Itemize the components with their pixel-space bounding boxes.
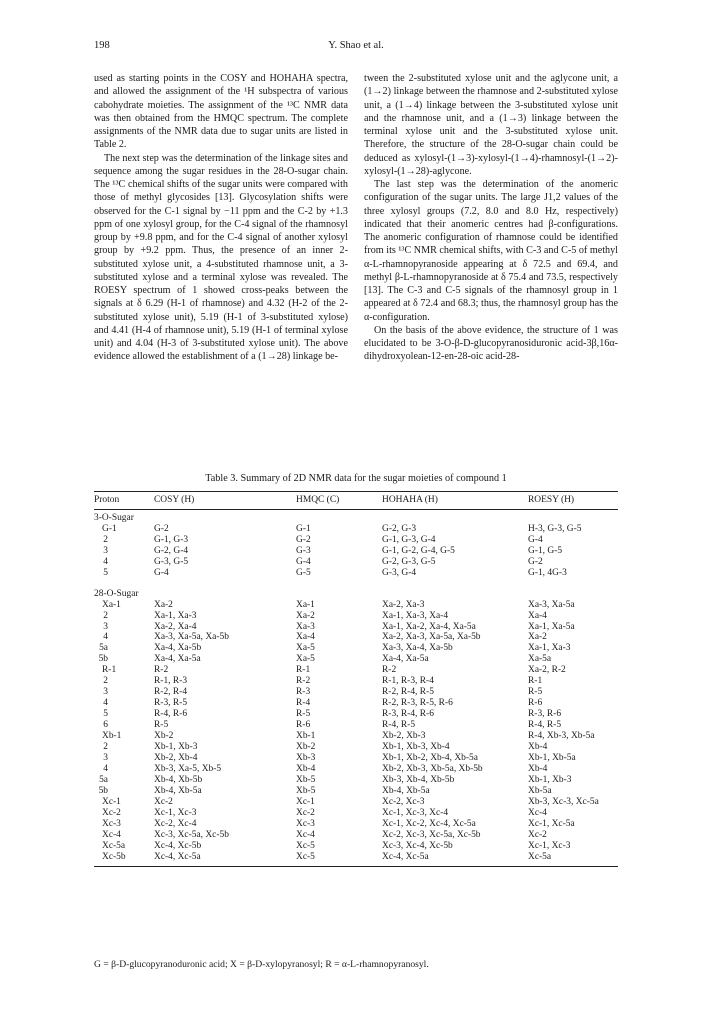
table-row [94, 852, 618, 866]
paragraph: tween the 2-substituted xylose unit and the aglycone unit, a (1→2) linkage between the rhamnose and 2-substituted xylose unit, a (1→4) linkage between the 3-substituted xylose unit and the rhamnose unit, and a (1→3) linkage between the terminal xylose unit and the 3-substituted xylose unit. Therefore, the structure of the 28-O-sugar chain could be deduced as xylosyl-(1→3)-xylosyl-(1→4)-rhamnosyl-(1→2)-xylosyl-(1→28)-aglycone. [364, 73, 618, 177]
table-cell: Xb-5 [296, 774, 316, 785]
column-header: Proton [94, 492, 154, 510]
table-row [94, 687, 618, 698]
paragraph: The last step was the determination of the anomeric configuration of the sugar units. The large J1,2 values of the three xylosyl groups (7.2, 8.0 and 8.0 Hz, respectively) indicated that their anomeric centres had β-configurations. The anomeric configuration of rhamnose could be identified from its ¹³C NMR chemical shifts, with C-3 and C-5 of methyl α-L-rhamnopyranoside appearing at δ 72.5 and 69.4, and methyl β-L-rhamnopyranoside at δ 75.4 and 73.5, respectively [13]. The C-3 and C-5 signals of the rhamnosyl group in 1 appeared at δ 72.4 and 68.3; thus, the rhamnosyl group has the α-configuration. [364, 179, 618, 323]
table-cell: Xa-2 [154, 599, 173, 610]
table-cell: Xb-5a [528, 785, 552, 796]
table-cell: Xc-4, Xc-5b [154, 840, 202, 851]
table-cell: G-4 [154, 567, 169, 578]
table-row [94, 654, 618, 665]
page-number: 198 [94, 40, 110, 51]
table-row [94, 775, 618, 786]
table-cell: 4 [103, 698, 108, 709]
table-cell: G-2, G-3 [382, 523, 417, 534]
table-row [94, 731, 618, 742]
table-cell: Xb-1, Xb-5a [528, 752, 576, 763]
table-row [94, 841, 618, 852]
table-cell: R-3, R-4, R-6 [382, 709, 434, 720]
table-row [94, 786, 618, 797]
table-cell: G-2 [296, 534, 311, 545]
table-cell: Xb-3 [296, 752, 316, 763]
table-cell: Xa-5a [528, 654, 552, 665]
table-cell: Xc-4 [102, 829, 121, 840]
table-row [94, 611, 618, 622]
table-header-row [94, 492, 618, 510]
table-cell: Xa-2 [296, 610, 315, 621]
table-cell: R-6 [296, 720, 311, 731]
table-cell: Xa-4, Xa-5a [382, 654, 429, 665]
table-cell: G-1, 4G-3 [528, 567, 567, 578]
section-title: 28-O-Sugar [94, 588, 139, 599]
table-row [94, 797, 618, 808]
table-cell: G-3, G-5 [154, 556, 189, 567]
table-cell: R-3 [296, 687, 311, 698]
column-header: COSY (H) [154, 492, 296, 510]
running-title: Y. Shao et al. [328, 40, 384, 51]
table-cell: Xc-1 [102, 796, 121, 807]
table-cell: 6 [103, 720, 108, 731]
table-cell: Xa-4 [528, 610, 547, 621]
section-title-row [94, 509, 618, 523]
table-cell: Xb-4 [528, 742, 548, 753]
table-cell: 5a [99, 774, 108, 785]
nmr-table [94, 491, 618, 867]
table-cell: R-1 [528, 676, 543, 687]
table-cell: Xc-4 [296, 829, 315, 840]
table-cell: 5a [99, 643, 108, 654]
table-footnote: G = β-D-glucopyranoduronic acid; X = β-D-xylopyranosyl; R = α-L-rhamnopyranosyl. [94, 959, 429, 970]
table-cell: Xa-3, Xa-5a [528, 599, 575, 610]
table-cell: 4 [103, 763, 108, 774]
table-cell: R-5 [296, 709, 311, 720]
table-row [94, 557, 618, 568]
table-row [94, 622, 618, 633]
table-cell: Xb-2 [154, 731, 174, 742]
table-cell: R-1, R-3, R-4 [382, 676, 434, 687]
table-row [94, 632, 618, 643]
table-cell: Xc-4, Xc-5a [382, 852, 528, 866]
table-cell: R-3, R-5 [154, 698, 188, 709]
table-cell: Xb-2 [296, 742, 316, 753]
table-cell: Xa-5 [296, 654, 315, 665]
table-cell: Xc-1, Xc-2, Xc-4, Xc-5a [382, 818, 476, 829]
table-cell: Xc-2 [102, 807, 121, 818]
table-cell: Xb-4 [528, 763, 548, 774]
table-row [94, 535, 618, 546]
table-cell: Xb-2, Xb-4 [154, 752, 198, 763]
table-row [94, 698, 618, 709]
column-header: ROESY (H) [528, 492, 618, 510]
table-cell: Xc-1, Xc-5a [528, 818, 575, 829]
section-spacer [94, 579, 618, 589]
table-cell: 5b [98, 785, 108, 796]
table-cell: Xb-4 [296, 763, 316, 774]
table-cell: Xb-4, Xb-5a [154, 785, 202, 796]
table-cell: Xc-5 [296, 840, 315, 851]
table-cell: Xa-4, Xa-5a [154, 654, 201, 665]
table-cell: R-5 [154, 720, 169, 731]
table-cell: G-2 [154, 523, 169, 534]
table-cell: Xc-3, Xc-5a, Xc-5b [154, 829, 229, 840]
table-cell: G-1 [296, 523, 311, 534]
table-cell: Xc-2, Xc-3 [382, 796, 425, 807]
table-cell: Xb-1, Xb-2, Xb-4, Xb-5a [382, 752, 478, 763]
table-cell: Xa-1, Xa-3, Xa-4 [382, 610, 449, 621]
table-cell: Xb-5 [296, 785, 316, 796]
spacer-cell [94, 579, 618, 589]
section-title-row [94, 589, 618, 600]
column-header: HMQC (C) [296, 492, 382, 510]
table-row [94, 709, 618, 720]
table-cell: R-5 [528, 687, 543, 698]
table-cell: Xb-2, Xb-3, Xb-5a, Xb-5b [382, 763, 483, 774]
table-cell: R-4 [296, 698, 311, 709]
table-cell: Xb-4, Xb-5b [154, 774, 203, 785]
table-cell: Xc-3 [102, 818, 121, 829]
table-cell: R-6 [528, 698, 543, 709]
table-cell: Xa-4, Xa-5b [154, 643, 202, 654]
table-row [94, 568, 618, 579]
table-cell: G-4 [528, 534, 543, 545]
table-body [94, 509, 618, 866]
table-cell: Xb-3, Xb-4, Xb-5b [382, 774, 455, 785]
table-cell: G-1, G-3 [154, 534, 189, 545]
table-cell: Xb-1, Xb-3 [154, 742, 198, 753]
table-cell: Xc-1, Xc-3 [154, 807, 197, 818]
table-cell: G-3 [296, 545, 311, 556]
table-cell: Xc-4, Xc-5a [154, 852, 296, 866]
table-row [94, 665, 618, 676]
table-cell: 3 [103, 621, 108, 632]
table-cell: Xa-2 [528, 632, 547, 643]
table-cell: Xc-4 [528, 807, 547, 818]
table-cell: H-3, G-3, G-5 [528, 523, 582, 534]
table-cell: Xc-5a [102, 840, 126, 851]
table-cell: R-2 [296, 676, 311, 687]
table-row [94, 808, 618, 819]
table-cell: Xc-3, Xc-4, Xc-5b [382, 840, 453, 851]
table-caption: Table 3. Summary of 2D NMR data for the sugar moieties of compound 1 [205, 473, 507, 484]
table-cell: Xc-5a [528, 852, 618, 866]
table-cell: Xb-1 [296, 731, 316, 742]
table-cell: Xa-2, Xa-3, Xa-5a, Xa-5b [382, 632, 481, 643]
left-column [94, 72, 348, 364]
table-cell: 2 [103, 676, 108, 687]
table-cell: Xc-2 [528, 829, 547, 840]
paragraph: On the basis of the above evidence, the structure of 1 was elucidated to be 3-O-β-D-glucopyranosiduronic acid-3β,16α-dihydroxyolean-12-en-28-oic acid-28- [364, 324, 618, 363]
table-cell: Xb-3, Xa-5, Xb-5 [154, 763, 222, 774]
table-cell: Xc-2 [154, 796, 173, 807]
table-row [94, 546, 618, 557]
table-cell: 4 [103, 556, 108, 567]
table-cell: G-1, G-3, G-4 [382, 534, 436, 545]
table-cell: Xc-1, Xc-3 [528, 840, 571, 851]
table-cell: 3 [103, 545, 108, 556]
table-cell: R-1 [296, 665, 311, 676]
table-row [94, 753, 618, 764]
table-cell: Xc-1 [296, 796, 315, 807]
table-cell: G-5 [296, 567, 311, 578]
table-cell: R-4, R-5 [382, 720, 416, 731]
section-title: 3-O-Sugar [94, 512, 134, 523]
table-cell: Xa-2, Xa-4 [154, 621, 197, 632]
table-cell: Xa-1 [296, 599, 315, 610]
table-cell: R-2, R-4, R-5 [382, 687, 434, 698]
table-cell: Xb-3, Xc-3, Xc-5a [528, 796, 599, 807]
table-cell: Xa-4 [296, 632, 315, 643]
table-cell: R-2 [382, 665, 397, 676]
table-cell: Xa-1, Xa-3 [154, 610, 197, 621]
table-cell: R-2 [154, 665, 169, 676]
table-row [94, 600, 618, 611]
table-cell: R-4, Xb-3, Xb-5a [528, 731, 595, 742]
table-cell: G-1, G-5 [528, 545, 563, 556]
table-cell: Xa-2, R-2 [528, 665, 566, 676]
table-cell: G-1 [102, 523, 117, 534]
table-cell: 2 [103, 534, 108, 545]
table-cell: 4 [103, 632, 108, 643]
table-cell: Xc-5 [296, 852, 382, 866]
right-column [364, 72, 618, 364]
table-row [94, 819, 618, 830]
table-row [94, 830, 618, 841]
table-cell: 3 [103, 687, 108, 698]
table-cell: Xb-1, Xb-3, Xb-4 [382, 742, 450, 753]
table-cell: G-2, G-3, G-5 [382, 556, 436, 567]
table-cell: 3 [103, 752, 108, 763]
table-cell: 2 [103, 742, 108, 753]
table-cell: Xa-1 [102, 599, 121, 610]
page-header [94, 40, 618, 54]
table-row [94, 742, 618, 753]
paragraph: used as starting points in the COSY and HOHAHA spectra, and allowed the assignment of the ¹H subspectra of various cabohydrate moieties. The assignment of the ¹³C NMR data was then obtained from the HMQC spectrum. The complete assignments of the NMR data due to sugar units are listed in Table 2. [94, 73, 348, 151]
table-cell: Xc-2, Xc-3, Xc-5a, Xc-5b [382, 829, 481, 840]
table-cell: R-4, R-5 [528, 720, 562, 731]
table-cell: G-4 [296, 556, 311, 567]
table-row [94, 720, 618, 731]
table-cell: Xa-2, Xa-3 [382, 599, 425, 610]
table-cell: Xa-1, Xa-5a [528, 621, 575, 632]
table-cell: 5 [103, 709, 108, 720]
table-cell: Xc-1, Xc-3, Xc-4 [382, 807, 449, 818]
table-row [94, 643, 618, 654]
table-cell: R-2, R-3, R-5, R-6 [382, 698, 453, 709]
table-cell: Xc-5b [94, 852, 154, 866]
table-cell: G-2 [528, 556, 543, 567]
table-row [94, 764, 618, 775]
table-cell: Xb-1, Xb-3 [528, 774, 572, 785]
table-cell: R-4, R-6 [154, 709, 188, 720]
table-cell: R-2, R-4 [154, 687, 188, 698]
table-cell: R-1 [102, 665, 117, 676]
column-header: HOHAHA (H) [382, 492, 528, 510]
table-cell: Xc-2 [296, 807, 315, 818]
table-cell: Xa-3 [296, 621, 315, 632]
table-cell: Xa-3, Xa-4, Xa-5b [382, 643, 453, 654]
table-cell: 2 [103, 610, 108, 621]
table-cell: Xa-5 [296, 643, 315, 654]
table-cell: Xa-1, Xa-2, Xa-4, Xa-5a [382, 621, 476, 632]
table-cell: 5 [103, 567, 108, 578]
table-row [94, 524, 618, 535]
table-cell: Xb-2, Xb-3 [382, 731, 426, 742]
table-cell: G-3, G-4 [382, 567, 417, 578]
table-cell: Xc-3 [296, 818, 315, 829]
table-row [94, 676, 618, 687]
paragraph: The next step was the determination of the linkage sites and sequence among the sugar residues in the 28-O-sugar chain. The ¹³C chemical shifts of the sugar units were compared with those of methyl glycosides [13]. Glycosylation shifts were observed for the C-1 signal by −11 ppm and the C-2 by +1.3 ppm of one xylosyl group, for the C-4 signal of the rhamnosyl group by +9.8 ppm, and for the C-4 signal of another xylosyl group by +9.2 ppm. Thus, the presence of an inner 2-substituted xylose unit, a 4-substituted rhamnose unit, a 3-substituted xylose and a terminal xylose was revealed. The ROESY spectrum of 1 showed cross-peaks between the signals at δ 6.29 (H-1 of rhamnose) and 4.32 (H-2 of the 2-substituted xylose unit), 5.19 (H-1 of 3-substituted xylose) and 4.41 (H-4 of rhamnose unit), 5.19 (H-1 of terminal xylose unit) and 4.04 (H-3 of 3-substituted xylose unit). The above evidence allowed the establishment of a (1→28) linkage be- [94, 152, 348, 363]
table-cell: G-2, G-4 [154, 545, 189, 556]
table-cell: R-1, R-3 [154, 676, 188, 687]
table-cell: Xa-3, Xa-5a, Xa-5b [154, 632, 229, 643]
table-cell: R-3, R-6 [528, 709, 562, 720]
table-cell: G-1, G-2, G-4, G-5 [382, 545, 455, 556]
table-cell: Xa-1, Xa-3 [528, 643, 571, 654]
table-cell: Xb-1 [102, 731, 122, 742]
table-cell: 5b [98, 654, 108, 665]
table-cell: Xc-2, Xc-4 [154, 818, 197, 829]
table-cell: Xb-4, Xb-5a [382, 785, 430, 796]
